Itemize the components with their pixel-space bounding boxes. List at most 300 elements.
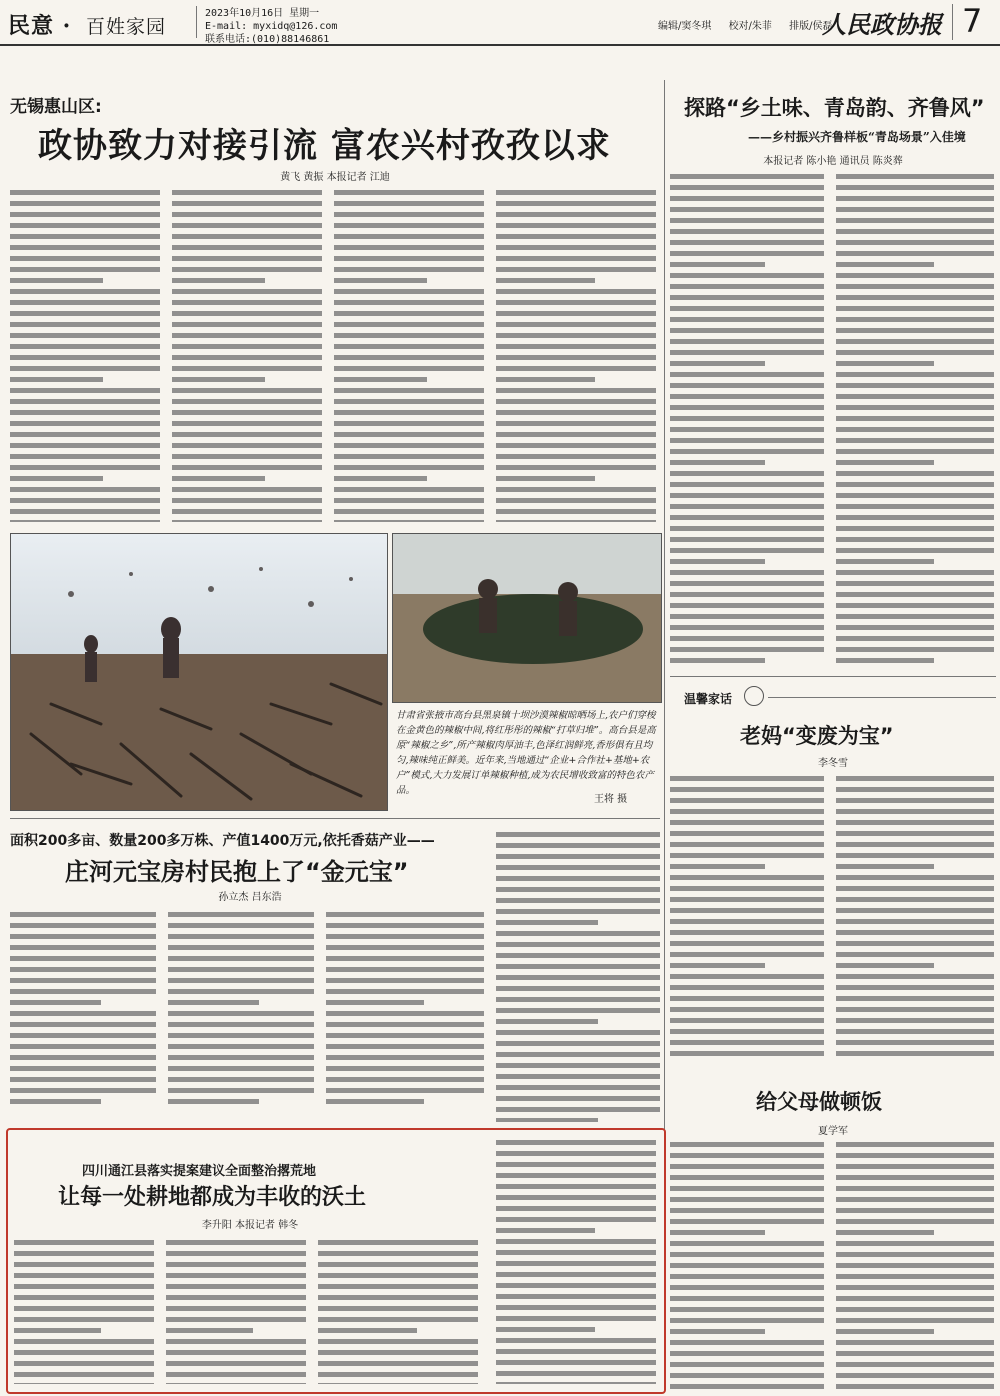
- issue-date: 2023年10月16日 星期一: [205, 8, 320, 19]
- text-line: [172, 322, 322, 327]
- text-line: [334, 366, 484, 371]
- article2-byline: 本报记者 陈小艳 通讯员 陈炎葬: [763, 156, 903, 167]
- text-line: [670, 1296, 824, 1301]
- text-line: [836, 1164, 994, 1169]
- text-line: [10, 190, 160, 195]
- text-line: [326, 1099, 424, 1104]
- text-line: [14, 1251, 154, 1256]
- text-line: [496, 344, 656, 349]
- text-line: [836, 1230, 934, 1235]
- text-line: [10, 967, 156, 972]
- text-line: [10, 399, 160, 404]
- text-line: [496, 487, 656, 492]
- text-line: [670, 405, 824, 410]
- text-line: [836, 897, 994, 902]
- text-line: [836, 1029, 994, 1034]
- article1-column: [10, 184, 160, 522]
- text-line: [326, 1044, 484, 1049]
- text-line: [10, 1077, 156, 1082]
- text-line: [168, 1055, 314, 1060]
- text-line: [670, 1040, 824, 1045]
- photo-credit: 王将 摄: [594, 794, 628, 805]
- text-line: [166, 1350, 306, 1355]
- text-line: [836, 592, 994, 597]
- text-line: [670, 372, 824, 377]
- text-line: [670, 295, 824, 300]
- text-line: [836, 1241, 994, 1246]
- text-line: [836, 985, 994, 990]
- text-line: [168, 945, 314, 950]
- text-line: [836, 229, 994, 234]
- text-line: [836, 482, 994, 487]
- text-line: [334, 520, 484, 522]
- text-line: [10, 1044, 156, 1049]
- text-line: [836, 570, 994, 575]
- text-line: [670, 1384, 824, 1389]
- text-line: [334, 498, 484, 503]
- text-line: [670, 515, 824, 520]
- text-line: [836, 798, 994, 803]
- text-line: [10, 912, 156, 917]
- text-line: [836, 1153, 994, 1158]
- text-line: [496, 1261, 656, 1266]
- text-line: [318, 1328, 417, 1333]
- text-line: [334, 267, 484, 272]
- text-line: [670, 427, 824, 432]
- text-line: [496, 267, 656, 272]
- text-line: [14, 1284, 154, 1289]
- text-line: [14, 1240, 154, 1245]
- text-line: [10, 245, 160, 250]
- text-line: [496, 920, 598, 925]
- paper-name: 人民政协报: [822, 10, 942, 39]
- text-line: [10, 1055, 156, 1060]
- text-line: [10, 322, 160, 327]
- essay2-column: [670, 1136, 824, 1390]
- text-line: [334, 234, 484, 239]
- text-line: [496, 410, 656, 415]
- staff-credits: [658, 17, 847, 32]
- text-line: [166, 1284, 306, 1289]
- text-line: [836, 809, 994, 814]
- text-line: [172, 278, 265, 283]
- text-line: [836, 647, 994, 652]
- text-line: [836, 273, 994, 278]
- text-line: [172, 410, 322, 415]
- text-line: [334, 487, 484, 492]
- text-line: [496, 1283, 656, 1288]
- text-line: [836, 1318, 994, 1323]
- text-line: [168, 989, 314, 994]
- text-line: [670, 504, 824, 509]
- text-line: [10, 300, 160, 305]
- text-line: [496, 1250, 656, 1255]
- chili-harvest-photo-left: [10, 533, 388, 811]
- article4-byline: 李升阳 本报记者 韩冬: [201, 1220, 299, 1231]
- text-line: [172, 476, 265, 481]
- text-line: [670, 1219, 824, 1224]
- essay1-author: 李冬雪: [818, 758, 848, 769]
- text-line: [670, 1318, 824, 1323]
- text-line: [836, 1373, 994, 1378]
- text-line: [670, 460, 765, 465]
- text-line: [496, 1371, 656, 1376]
- text-line: [334, 212, 484, 217]
- article3-byline: 孙立杰 吕东浩: [218, 892, 282, 903]
- article3-title[interactable]: 庄河元宝房村民抱上了“金元宝”: [65, 858, 409, 886]
- text-line: [496, 1107, 660, 1112]
- text-line: [496, 986, 660, 991]
- text-line: [172, 487, 322, 492]
- text-line: [836, 251, 994, 256]
- text-line: [10, 1088, 156, 1093]
- masthead-divider: [196, 6, 197, 38]
- text-line: [14, 1328, 101, 1333]
- text-line: [496, 1118, 598, 1122]
- text-line: [496, 366, 656, 371]
- text-line: [670, 251, 824, 256]
- text-line: [334, 476, 427, 481]
- text-line: [836, 1197, 994, 1202]
- text-line: [168, 1022, 314, 1027]
- text-line: [836, 328, 994, 333]
- text-line: [836, 460, 934, 465]
- text-line: [836, 1307, 994, 1312]
- text-line: [10, 487, 160, 492]
- text-line: [670, 864, 765, 869]
- text-line: [14, 1350, 154, 1355]
- text-line: [172, 399, 322, 404]
- photo-caption: 甘肃省张掖市高台县黑泉镇十坝沙漠辣椒晾晒场上,农户们穿梭在金黄色的辣椒中间,将红彤彤的辣椒“打草归堆”。高台县是高原“辣椒之乡”,所产辣椒肉厚油丰,色泽红润鲜亮,香形俱有且均匀,辣味纯正鲜美。近年来,当地通过“企业+合作社+基地+农户”模式,大力发展订单辣椒种植,成为农民增收致富的特色农产品。: [396, 710, 656, 796]
- text-line: [836, 383, 994, 388]
- text-line: [836, 1186, 994, 1191]
- essay2-title[interactable]: 给父母做顿饭: [756, 1090, 882, 1114]
- text-line: [496, 333, 656, 338]
- text-line: [496, 876, 660, 881]
- essay1-title[interactable]: 老妈“变废为宝”: [740, 724, 894, 748]
- text-line: [670, 471, 824, 476]
- essay2-column: [836, 1136, 994, 1390]
- text-line: [172, 443, 322, 448]
- text-line: [496, 1162, 656, 1167]
- text-line: [670, 306, 824, 311]
- article1-column: [334, 184, 484, 522]
- text-line: [334, 245, 484, 250]
- contact-email[interactable]: E-mail: myxidq@126.com: [205, 21, 338, 32]
- text-line: [326, 1088, 484, 1093]
- text-line: [670, 1018, 824, 1023]
- text-line: [496, 212, 656, 217]
- text-line: [334, 278, 427, 283]
- text-line: [318, 1361, 478, 1366]
- text-line: [836, 262, 934, 267]
- text-line: [496, 1294, 656, 1299]
- text-line: [168, 1077, 314, 1082]
- text-line: [670, 963, 765, 968]
- text-line: [10, 267, 160, 272]
- text-line: [496, 1316, 656, 1321]
- text-line: [172, 234, 322, 239]
- text-line: [670, 798, 824, 803]
- text-line: [496, 1217, 656, 1222]
- text-line: [172, 311, 322, 316]
- text-line: [836, 1340, 994, 1345]
- text-line: [496, 476, 595, 481]
- text-line: [670, 218, 824, 223]
- text-line: [326, 934, 484, 939]
- text-line: [836, 405, 994, 410]
- text-line: [496, 1074, 660, 1079]
- text-line: [326, 1077, 484, 1082]
- article2-title[interactable]: 探路“乡土味、青岛韵、齐鲁风”: [684, 96, 985, 120]
- text-line: [166, 1295, 306, 1300]
- text-line: [836, 438, 994, 443]
- text-line: [670, 625, 824, 630]
- text-line: [496, 421, 656, 426]
- text-line: [670, 185, 824, 190]
- text-line: [334, 454, 484, 459]
- text-line: [14, 1361, 154, 1366]
- editor-credit: 编辑/窦冬琪: [658, 21, 712, 32]
- text-line: [318, 1273, 478, 1278]
- text-line: [496, 1305, 656, 1310]
- text-line: [670, 1252, 824, 1257]
- text-line: [166, 1372, 306, 1377]
- text-line: [670, 908, 824, 913]
- text-line: [172, 333, 322, 338]
- text-line: [496, 256, 656, 261]
- text-line: [496, 832, 660, 837]
- column-label: 温馨家话: [684, 692, 733, 706]
- text-line: [670, 603, 824, 608]
- text-line: [10, 989, 156, 994]
- text-line: [496, 1085, 660, 1090]
- text-line: [836, 306, 994, 311]
- text-line: [836, 842, 994, 847]
- text-line: [836, 504, 994, 509]
- text-line: [496, 278, 595, 283]
- text-line: [836, 240, 994, 245]
- article3-kicker: 面积200多亩、数量200多万株、产值1400万元,依托香菇产业——: [10, 833, 435, 849]
- text-line: [10, 366, 160, 371]
- text-line: [326, 923, 484, 928]
- text-line: [836, 1142, 994, 1147]
- text-line: [318, 1350, 478, 1355]
- text-line: [496, 388, 656, 393]
- text-line: [670, 809, 824, 814]
- text-line: [670, 776, 824, 781]
- text-line: [496, 223, 656, 228]
- text-line: [496, 432, 656, 437]
- text-line: [496, 300, 656, 305]
- text-line: [836, 1285, 994, 1290]
- text-line: [836, 658, 934, 663]
- text-line: [10, 278, 103, 283]
- text-line: [496, 1349, 656, 1354]
- text-line: [172, 300, 322, 305]
- text-line: [172, 421, 322, 426]
- text-line: [496, 234, 656, 239]
- text-line: [10, 421, 160, 426]
- text-line: [670, 1340, 824, 1345]
- text-line: [14, 1372, 154, 1377]
- text-line: [10, 212, 160, 217]
- text-line: [836, 581, 994, 586]
- text-line: [836, 919, 994, 924]
- text-line: [836, 1051, 994, 1056]
- text-line: [168, 956, 314, 961]
- text-line: [670, 820, 824, 825]
- text-line: [836, 1175, 994, 1180]
- text-line: [10, 923, 156, 928]
- text-line: [496, 843, 660, 848]
- section-rule: [10, 818, 660, 819]
- text-line: [836, 1040, 994, 1045]
- text-line: [836, 1263, 994, 1268]
- text-line: [836, 174, 994, 179]
- text-line: [496, 953, 660, 958]
- text-line: [496, 399, 656, 404]
- section-name: 民意: [8, 13, 55, 39]
- text-line: [670, 1029, 824, 1034]
- text-line: [670, 831, 824, 836]
- text-line: [496, 1041, 660, 1046]
- text-line: [166, 1262, 306, 1267]
- chili-harvest-photo-right: [392, 533, 662, 703]
- text-line: [836, 1274, 994, 1279]
- text-line: [168, 912, 314, 917]
- text-line: [496, 311, 656, 316]
- text-line: [670, 1362, 824, 1367]
- article1-byline: 黄飞 黄振 本报记者 江迪: [280, 172, 390, 183]
- text-line: [670, 647, 824, 652]
- text-line: [836, 1007, 994, 1012]
- text-line: [166, 1339, 306, 1344]
- text-line: [836, 963, 934, 968]
- text-line: [836, 207, 994, 212]
- text-line: [836, 974, 994, 979]
- text-line: [172, 498, 322, 503]
- text-line: [836, 559, 934, 564]
- text-line: [836, 218, 994, 223]
- text-line: [10, 377, 103, 382]
- article2-column: [836, 168, 994, 668]
- text-line: [836, 427, 994, 432]
- text-line: [334, 465, 484, 470]
- text-line: [496, 377, 595, 382]
- text-line: [172, 267, 322, 272]
- text-line: [172, 223, 322, 228]
- article3-column: [10, 906, 156, 1106]
- text-line: [836, 636, 994, 641]
- text-line: [670, 328, 824, 333]
- text-line: [10, 333, 160, 338]
- text-line: [670, 930, 824, 935]
- text-line: [836, 295, 994, 300]
- text-line: [326, 1055, 484, 1060]
- page-number: 7: [962, 2, 983, 40]
- article4-column: [496, 1134, 656, 1384]
- text-line: [168, 1033, 314, 1038]
- text-line: [334, 344, 484, 349]
- text-line: [836, 886, 994, 891]
- text-line: [334, 410, 484, 415]
- text-line: [172, 366, 322, 371]
- text-line: [836, 350, 994, 355]
- article2-subtitle: ——乡村振兴齐鲁样板“青岛场景”入佳境: [748, 130, 966, 144]
- text-line: [670, 974, 824, 979]
- text-line: [670, 284, 824, 289]
- text-line: [670, 526, 824, 531]
- text-line: [496, 1019, 598, 1024]
- text-line: [168, 1000, 259, 1005]
- text-line: [326, 1066, 484, 1071]
- text-line: [670, 438, 824, 443]
- text-line: [326, 1000, 424, 1005]
- text-line: [318, 1372, 478, 1377]
- text-line: [836, 952, 994, 957]
- text-line: [172, 432, 322, 437]
- text-line: [670, 592, 824, 597]
- text-line: [334, 300, 484, 305]
- text-line: [670, 1175, 824, 1180]
- text-line: [496, 289, 656, 294]
- text-line: [836, 493, 994, 498]
- text-line: [334, 289, 484, 294]
- text-line: [496, 245, 656, 250]
- text-line: [318, 1262, 478, 1267]
- article1-title[interactable]: 政协致力对接引流 富农兴村孜孜以求: [38, 126, 611, 166]
- text-line: [496, 942, 660, 947]
- article4-title[interactable]: 让每一处耕地都成为丰收的沃土: [58, 1185, 367, 1210]
- text-line: [836, 603, 994, 608]
- text-line: [836, 930, 994, 935]
- text-line: [172, 201, 322, 206]
- text-line: [496, 465, 656, 470]
- text-line: [10, 201, 160, 206]
- article3-column: [168, 906, 314, 1106]
- text-line: [836, 853, 994, 858]
- text-line: [168, 1011, 314, 1016]
- text-line: [836, 471, 994, 476]
- text-line: [334, 388, 484, 393]
- text-line: [670, 350, 824, 355]
- text-line: [172, 388, 322, 393]
- text-line: [496, 931, 660, 936]
- text-line: [670, 853, 824, 858]
- text-line: [172, 454, 322, 459]
- text-line: [172, 190, 322, 195]
- text-line: [166, 1240, 306, 1245]
- text-line: [670, 1208, 824, 1213]
- text-line: [326, 956, 484, 961]
- text-line: [670, 394, 824, 399]
- text-line: [168, 1044, 314, 1049]
- text-line: [326, 1033, 484, 1038]
- section-subname: 百姓家园: [86, 16, 167, 38]
- text-line: [670, 383, 824, 388]
- text-line: [496, 854, 660, 859]
- text-line: [166, 1383, 306, 1384]
- text-line: [334, 377, 427, 382]
- text-line: [10, 234, 160, 239]
- text-line: [168, 967, 314, 972]
- text-line: [836, 372, 994, 377]
- text-line: [836, 1208, 994, 1213]
- text-line: [496, 1173, 656, 1178]
- text-line: [496, 1140, 656, 1145]
- text-line: [168, 934, 314, 939]
